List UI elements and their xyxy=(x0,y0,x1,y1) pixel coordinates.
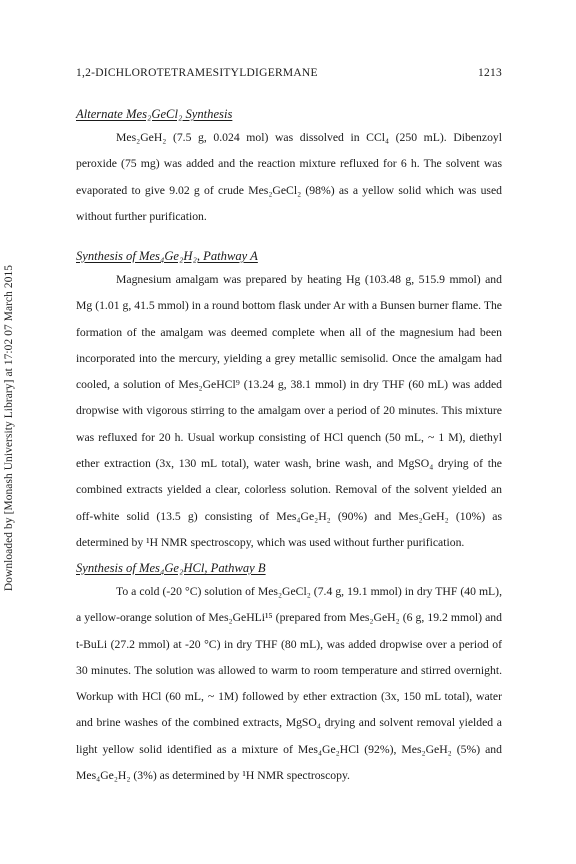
section-alternate-synthesis xyxy=(76,106,502,230)
section-pathway-a xyxy=(76,248,502,556)
page-number: 1213 xyxy=(478,67,502,79)
section-paragraph: Mes₂GeH₂ (7.5 g, 0.024 mol) was dissolved in CCl₄ (250 mL). Dibenzoyl peroxide (75 mg) was added and the reaction mixture refluxed for 6 h. The solvent was evaporated to give 9.02 g of crude Mes₂GeCl₂ (98%) as a yellow solid which was used without further purification. xyxy=(76,131,502,223)
download-watermark: Downloaded by [Monash University Library] at 17:02 07 March 2015 xyxy=(3,264,16,592)
section-paragraph: To a cold (-20 °C) solution of Mes₂GeCl₂ (7.4 g, 19.1 mmol) in dry THF (40 mL), a yellow-orange solution of Mes₂GeHLi¹⁵ (prepared from Mes₂GeH₂ (6 g, 19.2 mmol) and t-BuLi (27.2 mmol) at -20 °C) in dry THF (80 mL), was added dropwise over a period of 30 minutes. The solution was allowed to warm to room temperature and stirred overnight. Workup with HCl (60 mL, ~ 1M) followed by ether extraction (3x, 150 mL total), water and brine washes of the combined extracts, MgSO₄ drying and solvent removal yielded a light yellow solid identified as a mixture of Mes₄Ge₂HCl (92%), Mes₂GeH₂ (5%) and Mes₄Ge₂H₂ (3%) as determined by ¹H NMR spectroscopy. xyxy=(76,585,502,783)
running-title: 1,2-DICHLOROTETRAMESITYLDIGERMANE xyxy=(76,67,318,79)
section-heading: Synthesis of Mes₄Ge₂HCl, Pathway B xyxy=(76,561,266,575)
section-heading: Alternate Mes₂GeCl₂ Synthesis xyxy=(76,107,233,121)
section-heading: Synthesis of Mes₄Ge₂H₂, Pathway A xyxy=(76,249,258,263)
section-paragraph: Magnesium amalgam was prepared by heating Hg (103.48 g, 515.9 mmol) and Mg (1.01 g, 41.5 mmol) in a round bottom flask under Ar with a Bunsen burner flame. The formation of the amalgam was deemed complete when all of the magnesium had been incorporated into the mercury, yielding a grey metallic semisolid. Once the amalgam had cooled, a solution of Mes₂GeHCl⁹ (13.24 g, 38.1 mmol) in dry THF (60 mL) was added dropwise with vigorous stirring to the amalgam over a period of 20 minutes. This mixture was refluxed for 20 h. Usual workup consisting of HCl quench (50 mL, ~ 1 M), diethyl ether extraction (3x, 130 mL total), water wash, brine wash, and MgSO₄ drying of the combined extracts yielded a clear, colorless solution. Removal of the solvent yielded an off-white solid (13.5 g) consisting of Mes₄Ge₂H₂ (90%) and Mes₂GeH₂ (10%) as determined by ¹H NMR spectroscopy, which was used without further purification. xyxy=(76,273,502,549)
section-pathway-b xyxy=(76,560,502,789)
